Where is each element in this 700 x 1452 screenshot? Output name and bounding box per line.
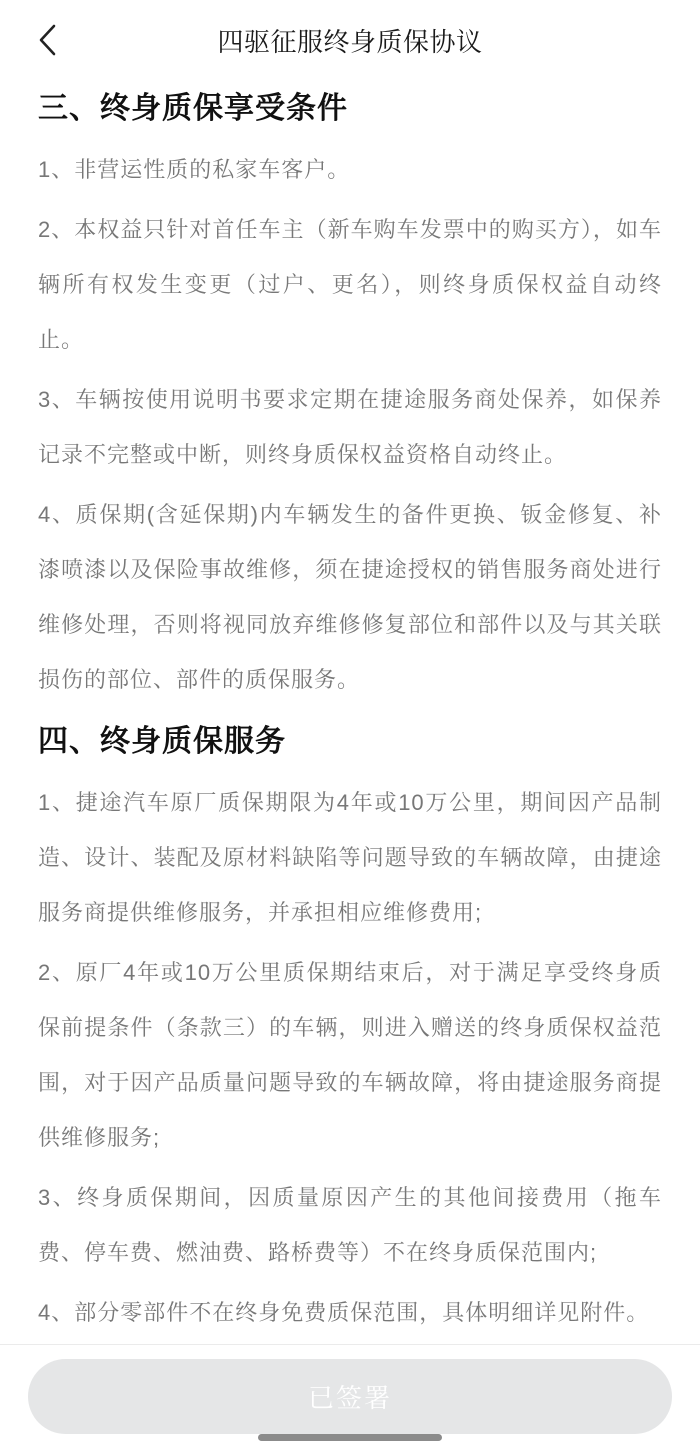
section-heading: 四、终身质保服务 [38,725,286,758]
clause-paragraph: 4、部分零部件不在终身免费质保范围，具体明细详见附件。 [38,1300,650,1325]
clause-paragraph: 1、非营运性质的私家车客户。 [38,157,351,182]
agreement-content [0,80,700,1340]
clause-paragraph: 3、车辆按使用说明书要求定期在捷途服务商处保养，如保养记录不完整或中断，则终身质保权益资格自动终止。 [38,387,662,467]
clause-paragraph: 4、质保期(含延保期)内车辆发生的备件更换、钣金修复、补漆喷漆以及保险事故维修，须在捷途授权的销售服务商处进行维修处理，否则将视同放弃维修修复部位和部件以及与其关联损伤的部位、部件的质保服务。 [38,502,662,692]
clause-paragraph: 2、本权益只针对首任车主（新车购车发票中的购买方），如车辆所有权发生变更（过户、更名），则终身质保权益自动终止。 [38,217,662,352]
section-warranty-conditions [38,88,662,707]
section-heading: 三、终身质保享受条件 [38,92,348,125]
navbar [0,0,700,80]
clause-paragraph: 1、捷途汽车原厂质保期限为4年或10万公里，期间因产品制造、设计、装配及原材料缺陷等问题导致的车辆故障，由捷途服务商提供维修服务，并承担相应维修费用; [38,790,662,925]
section-warranty-services [38,721,662,1340]
page-title: 四驱征服终身质保协议 [217,26,483,57]
home-indicator [258,1434,442,1441]
clause-paragraph: 3、终身质保期间，因质量原因产生的其他间接费用（拖车费、停车费、燃油费、路桥费等）不在终身质保范围内; [38,1185,662,1265]
clause-paragraph: 2、原厂4年或10万公里质保期结束后，对于满足享受终身质保前提条件（条款三）的车辆，则进入赠送的终身质保权益范围，对于因产品质量问题导致的车辆故障，将由捷途服务商提供维修服务; [38,960,662,1150]
footer-bar [0,1344,700,1452]
signed-button[interactable]: 已签署 [28,1359,672,1434]
chevron-left-icon [38,24,57,56]
back-button[interactable] [28,16,72,64]
